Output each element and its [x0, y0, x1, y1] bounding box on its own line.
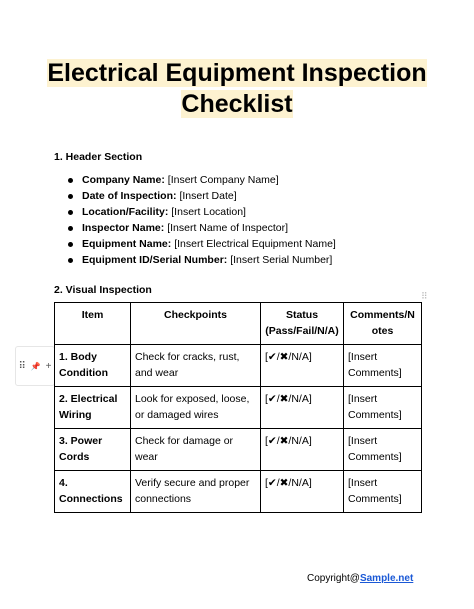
field-value: [Insert Company Name]: [167, 174, 279, 186]
field-label: Company Name:: [82, 174, 165, 186]
list-item: [66, 252, 336, 268]
copyright-footer: [307, 573, 413, 584]
bullet-icon: [68, 242, 73, 247]
field-value: [Insert Serial Number]: [230, 254, 333, 266]
status-cell[interactable]: [✔/✖/N/A]: [261, 345, 344, 387]
bullet-icon: [68, 210, 73, 215]
checkpoint-cell: Check for cracks, rust, and wear: [131, 345, 261, 387]
pin-icon[interactable]: 📌: [30, 361, 41, 371]
drag-handle-icon[interactable]: ⠿: [18, 360, 26, 372]
table-row: [55, 471, 422, 513]
visual-inspection-table: [54, 302, 422, 513]
field-label: Location/Facility:: [82, 206, 169, 218]
list-item: [66, 236, 336, 252]
comments-cell[interactable]: [Insert Comments]: [344, 429, 422, 471]
status-cell[interactable]: [✔/✖/N/A]: [261, 387, 344, 429]
item-cell: 2. Electrical Wiring: [55, 387, 131, 429]
document-title: [0, 58, 474, 120]
comments-cell[interactable]: [Insert Comments]: [344, 387, 422, 429]
bullet-icon: [68, 258, 73, 263]
table-row: [55, 387, 422, 429]
column-header-checkpoints: Checkpoints: [131, 303, 261, 345]
title-line-2: Checklist: [181, 90, 293, 118]
item-cell: 1. Body Condition: [55, 345, 131, 387]
status-cell[interactable]: [✔/✖/N/A]: [261, 471, 344, 513]
checkpoint-cell: Check for damage or wear: [131, 429, 261, 471]
column-header-status: Status (Pass/Fail/N/A): [261, 303, 344, 345]
list-item: [66, 188, 336, 204]
field-value: [Insert Electrical Equipment Name]: [174, 238, 336, 250]
sample-net-link[interactable]: Sample.net: [359, 573, 414, 584]
field-label: Equipment Name:: [82, 238, 172, 250]
field-value: [Insert Location]: [171, 206, 246, 218]
field-label: Date of Inspection:: [82, 190, 177, 202]
title-line-1: Electrical Equipment Inspection: [47, 59, 427, 87]
bullet-icon: [68, 194, 73, 199]
list-item: [66, 204, 336, 220]
list-item: [66, 220, 336, 236]
comments-cell[interactable]: [Insert Comments]: [344, 471, 422, 513]
column-header-comments: Comments/Notes: [344, 303, 422, 345]
field-value: [Insert Date]: [179, 190, 237, 202]
field-label: Inspector Name:: [82, 222, 165, 234]
field-label: Equipment ID/Serial Number:: [82, 254, 228, 266]
table-drag-icon[interactable]: ⠿: [421, 291, 428, 301]
table-header-row: [55, 303, 422, 345]
table-row: [55, 345, 422, 387]
bullet-icon: [68, 226, 73, 231]
column-header-item: Item: [55, 303, 131, 345]
status-cell[interactable]: [✔/✖/N/A]: [261, 429, 344, 471]
visual-inspection-heading: 2. Visual Inspection: [54, 284, 152, 296]
header-section-heading: 1. Header Section: [54, 151, 143, 163]
checkpoint-cell: Verify secure and proper connections: [131, 471, 261, 513]
comments-cell[interactable]: [Insert Comments]: [344, 345, 422, 387]
row-handle: [15, 346, 55, 386]
checkpoint-cell: Look for exposed, loose, or damaged wires: [131, 387, 261, 429]
item-cell: 3. Power Cords: [55, 429, 131, 471]
copyright-text: Copyright@: [307, 573, 360, 584]
table-row: [55, 429, 422, 471]
add-row-icon[interactable]: +: [45, 360, 52, 372]
list-item: [66, 172, 336, 188]
item-cell: 4. Connections: [55, 471, 131, 513]
field-value: [Insert Name of Inspector]: [167, 222, 289, 234]
header-info-list: [66, 172, 336, 268]
bullet-icon: [68, 178, 73, 183]
